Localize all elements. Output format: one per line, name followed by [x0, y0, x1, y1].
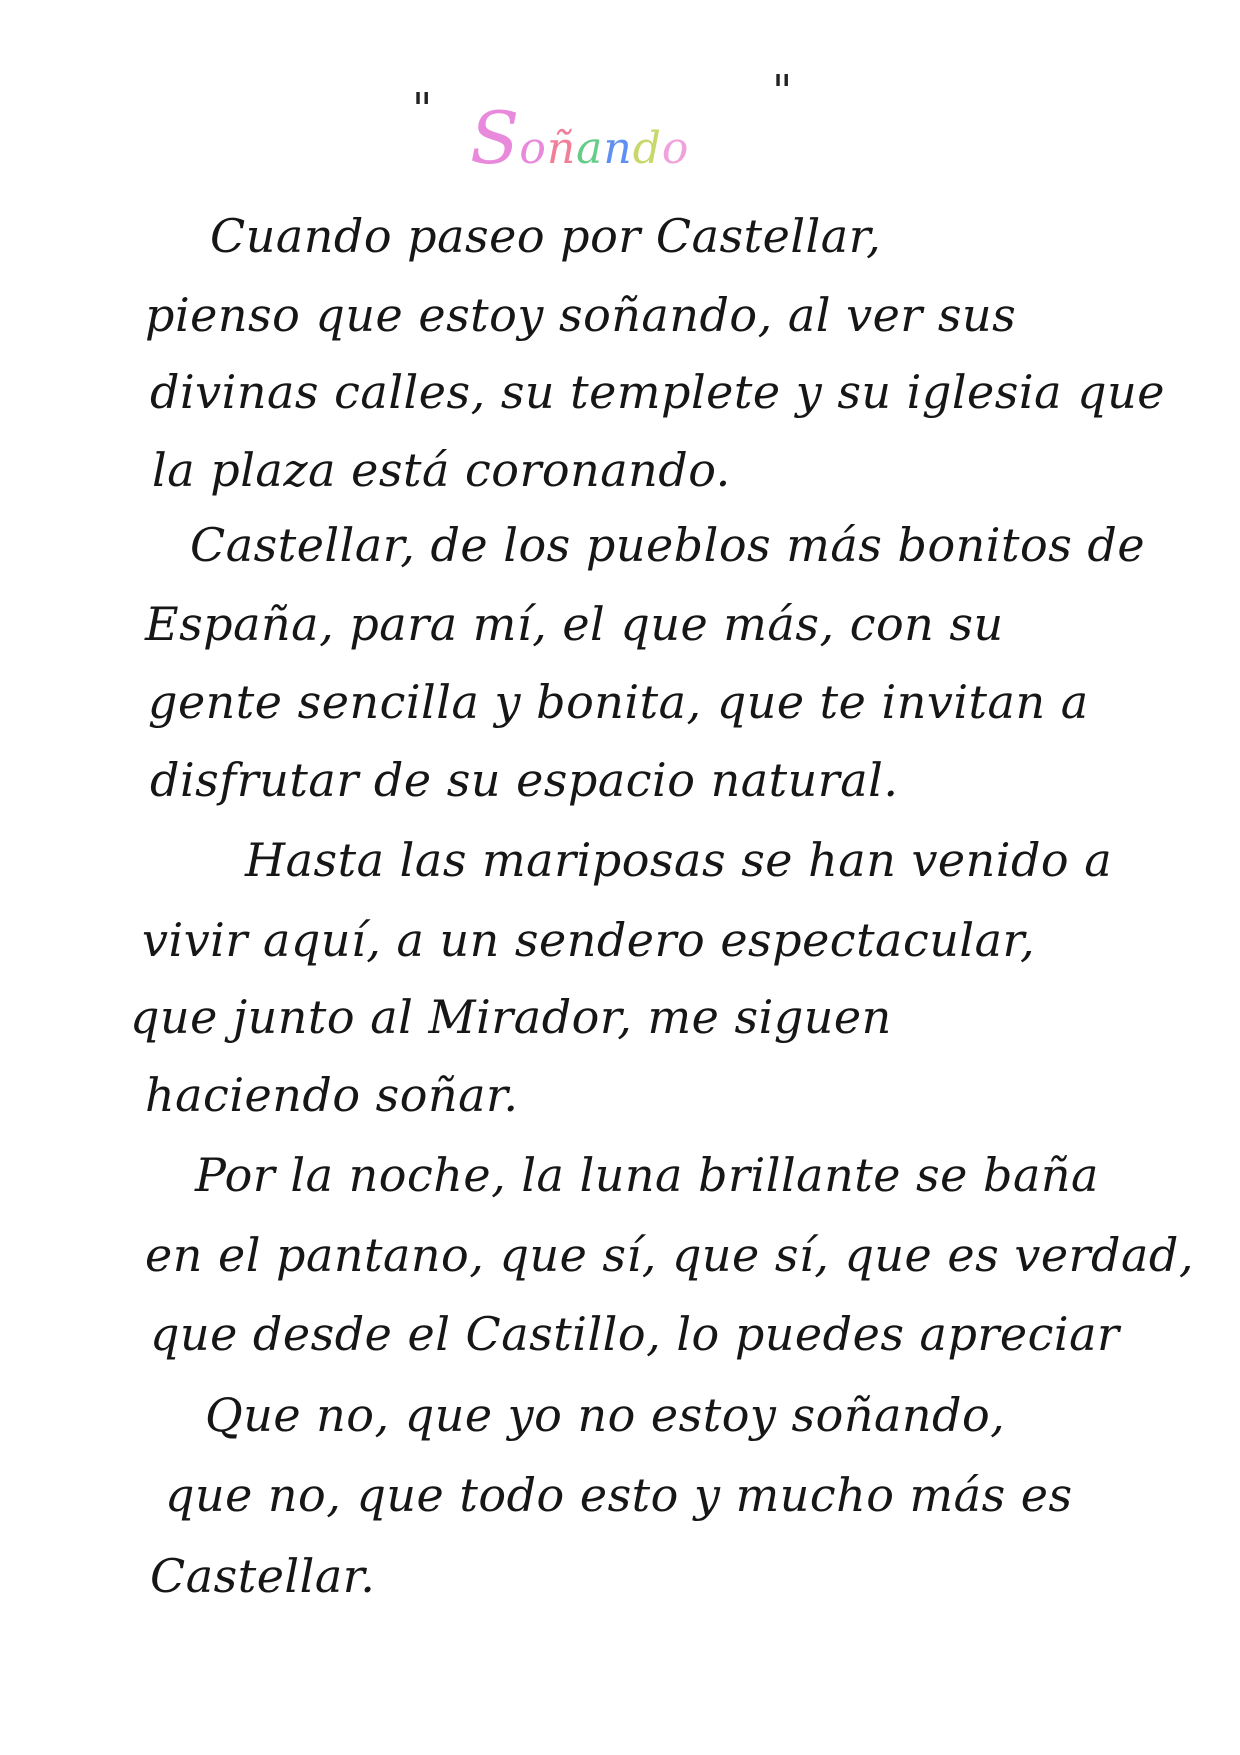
poem-line: que desde el Castillo, lo puedes apreciar — [150, 1307, 1120, 1361]
poem-line: divinas calles, su templete y su iglesia que — [150, 365, 1165, 419]
title-letter: o — [519, 123, 547, 174]
title-opening-quote: " — [412, 84, 427, 135]
poem-line: en el pantano, que sí, que sí, que es verdad, — [145, 1228, 1194, 1282]
poem-line: Hasta las mariposas se han venido a — [245, 833, 1113, 887]
poem-line: España, para mí, el que más, con su — [145, 597, 1004, 651]
title-letter: a — [576, 123, 604, 174]
poem-line: que no, que todo esto y mucho más es — [165, 1468, 1073, 1522]
title-letter: o — [661, 123, 690, 174]
poem-line: gente sencilla y bonita, que te invitan a — [148, 675, 1089, 729]
poem-line: vivir aquí, a un sendero espectacular, — [142, 913, 1036, 967]
poem-line: Por la noche, la luna brillante se baña — [195, 1148, 1099, 1202]
poem-line: Que no, que yo no estoy soñando, — [205, 1388, 1006, 1442]
title-letter: ñ — [546, 123, 577, 174]
poem-line: que junto al Mirador, me siguen — [130, 990, 892, 1044]
title-letter: d — [632, 123, 662, 174]
title-letter: n — [603, 123, 633, 174]
poem-line: Castellar, de los pueblos más bonitos de — [190, 518, 1146, 572]
poem-line: Castellar. — [150, 1549, 376, 1603]
poem-line: Cuando paseo por Castellar, — [210, 209, 882, 263]
poem-line: la plaza está coronando. — [152, 443, 731, 497]
title-closing-quote: " — [772, 66, 787, 117]
poem-line: disfrutar de su espacio natural. — [150, 753, 899, 807]
poem-line: pienso que estoy soñando, al ver sus — [145, 288, 1017, 342]
poem-line: haciendo soñar. — [145, 1068, 519, 1122]
title-letter: S — [470, 96, 520, 180]
